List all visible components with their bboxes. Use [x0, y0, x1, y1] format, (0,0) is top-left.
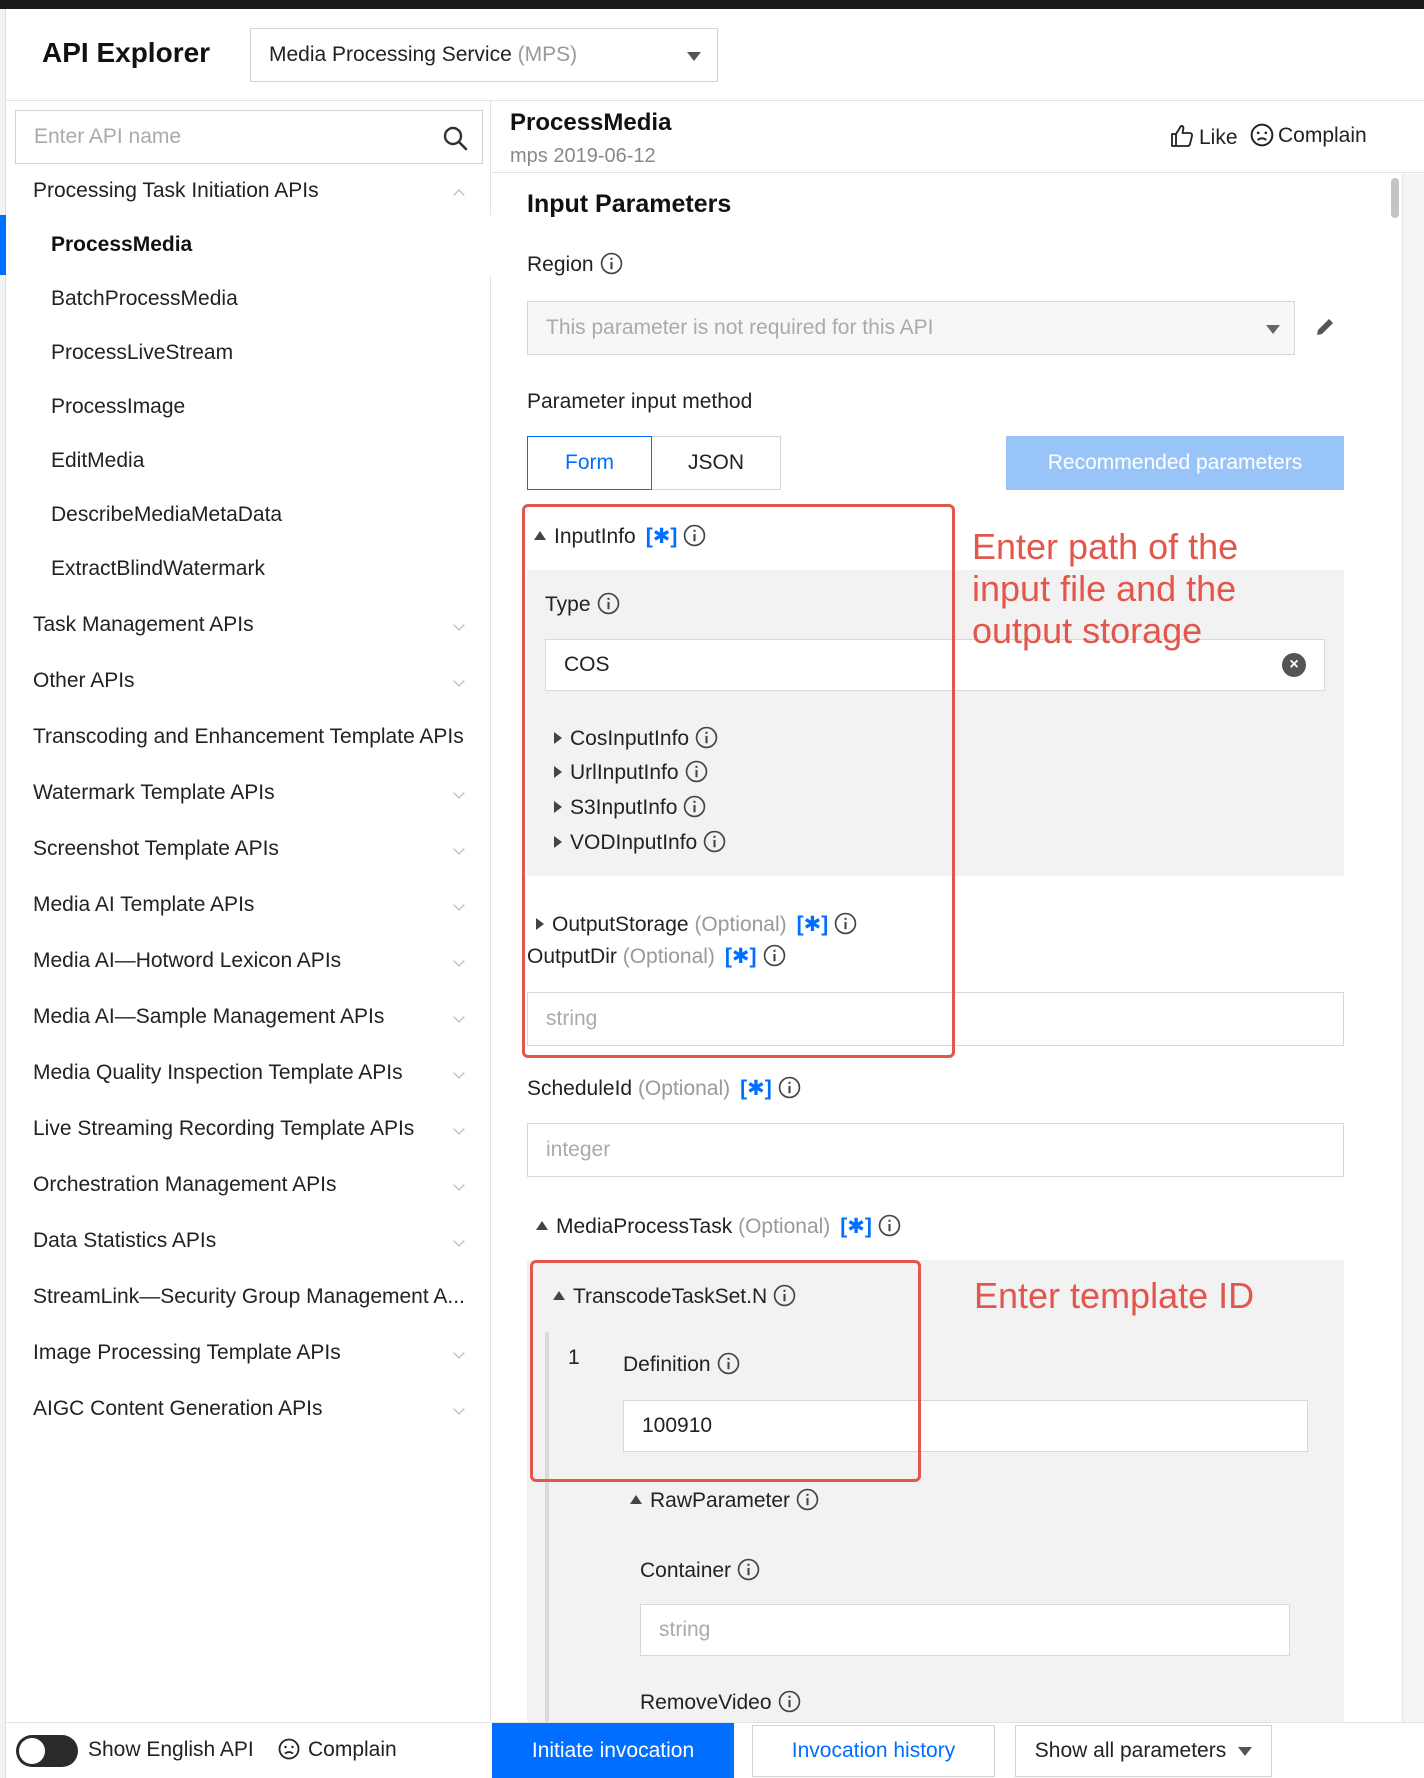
- mediaprocesstask-header[interactable]: [536, 1214, 901, 1239]
- sidebar-item-label: DescribeMediaMetaData: [51, 503, 283, 526]
- nav-group-task-management[interactable]: [6, 595, 491, 655]
- collapse-triangle-icon: [630, 1495, 642, 1504]
- toggle-label: Show English API: [88, 1738, 254, 1761]
- nav-group-orchestration[interactable]: [6, 1155, 491, 1215]
- rawparameter-header[interactable]: [630, 1488, 819, 1513]
- chevron-down-icon: [453, 955, 464, 966]
- required-marker[interactable]: [✱]: [724, 945, 757, 968]
- nav-group-transcoding-template[interactable]: [6, 707, 491, 767]
- nav-group-label: Media Quality Inspection Template APIs: [33, 1061, 403, 1084]
- action-bar: [492, 1722, 1424, 1778]
- nav-group-label: Media AI—Sample Management APIs: [33, 1005, 385, 1028]
- sidebar-item-describemediametadata[interactable]: [6, 485, 491, 545]
- sidebar-item-label: ExtractBlindWatermark: [51, 557, 265, 580]
- region-label-text: Region: [527, 253, 594, 276]
- nav-group-processing-task-initiation[interactable]: [6, 161, 491, 221]
- info-icon[interactable]: [796, 1488, 819, 1511]
- caret-down-icon: [1238, 1747, 1252, 1756]
- nav-group-screenshot-template[interactable]: [6, 819, 491, 879]
- chevron-down-icon: [453, 1011, 464, 1022]
- item-index: 1: [568, 1346, 580, 1369]
- info-icon[interactable]: [600, 252, 623, 275]
- right-gutter: [1402, 174, 1424, 1722]
- recommended-parameters-button[interactable]: Recommended parameters: [1006, 436, 1344, 490]
- annotation-box-input: [522, 504, 955, 1058]
- nav-group-sample-management[interactable]: [6, 987, 491, 1047]
- sidebar-item-editmedia[interactable]: [6, 431, 491, 491]
- annotation-input-path: Enter path of the input file and the output storage: [972, 526, 1239, 651]
- nav-group-label: Transcoding and Enhancement Template APIs: [33, 725, 464, 748]
- nav-group-streamlink-security[interactable]: [6, 1267, 491, 1327]
- section-title: Input Parameters: [527, 190, 732, 218]
- required-marker[interactable]: [✱]: [840, 1215, 872, 1238]
- tab-form[interactable]: Form: [527, 436, 652, 490]
- removevideo-label: [640, 1690, 801, 1715]
- chevron-down-icon: [453, 1067, 464, 1078]
- nav-group-aigc[interactable]: [6, 1379, 491, 1439]
- sidebar-item-extractblindwatermark[interactable]: [6, 539, 491, 599]
- nav-group-live-recording[interactable]: [6, 1099, 491, 1159]
- chevron-down-icon: [453, 619, 464, 630]
- info-icon[interactable]: [778, 1690, 801, 1713]
- app-title: API Explorer: [42, 37, 211, 68]
- chevron-down-icon: [453, 1403, 464, 1414]
- container-label-text: Container: [640, 1559, 732, 1582]
- region-select[interactable]: [527, 301, 1295, 355]
- top-border: [0, 0, 1424, 9]
- search-icon[interactable]: [442, 125, 468, 151]
- mediaprocesstask-label: MediaProcessTask: [556, 1215, 733, 1238]
- nav-group-quality-inspection[interactable]: [6, 1043, 491, 1103]
- nav-group-watermark-template[interactable]: [6, 763, 491, 823]
- chevron-down-icon: [453, 1179, 464, 1190]
- info-icon[interactable]: [878, 1214, 901, 1237]
- type-label-text: Type: [545, 593, 591, 616]
- s3inputinfo-label: S3InputInfo: [570, 796, 678, 819]
- clear-icon[interactable]: ×: [1282, 653, 1306, 677]
- nav-group-other[interactable]: [6, 651, 491, 711]
- input-method-label: Parameter input method: [527, 390, 753, 413]
- api-header: [492, 101, 1424, 173]
- nav-group-label: Watermark Template APIs: [33, 781, 275, 804]
- chevron-up-icon: [453, 189, 464, 200]
- vodinputinfo-label: VODInputInfo: [570, 831, 698, 854]
- chevron-down-icon: [453, 1235, 464, 1246]
- annotation-box-template: [530, 1260, 921, 1482]
- container-label: [640, 1558, 760, 1583]
- nav-group-label: StreamLink—Security Group Management A...: [33, 1285, 465, 1308]
- nav-group-hotword-lexicon[interactable]: [6, 931, 491, 991]
- sidebar-item-label: EditMedia: [51, 449, 145, 472]
- chevron-down-icon: [453, 843, 464, 854]
- region-label: [527, 252, 623, 277]
- sidebar-item-label: ProcessMedia: [51, 233, 193, 256]
- caret-down-icon: [687, 52, 701, 61]
- definition-label-text: Definition: [623, 1353, 711, 1376]
- like-button[interactable]: [1169, 123, 1238, 150]
- service-name: Media Processing Service: [269, 43, 512, 66]
- collapse-triangle-icon: [536, 1221, 548, 1230]
- nav-group-label: Media AI—Hotword Lexicon APIs: [33, 949, 342, 972]
- region-placeholder: This parameter is not required for this API: [546, 316, 934, 339]
- nav-group-image-processing-template[interactable]: [6, 1323, 491, 1383]
- footer-complain-link[interactable]: Complain: [308, 1738, 397, 1761]
- nav-group-label: AIGC Content Generation APIs: [33, 1397, 323, 1420]
- service-select[interactable]: [250, 28, 718, 82]
- nav-group-media-ai-template[interactable]: [6, 875, 491, 935]
- scrollbar[interactable]: [1389, 174, 1401, 1722]
- optional-tag: (Optional): [738, 1215, 831, 1238]
- sad-face-icon: [1250, 123, 1274, 147]
- outputstorage-label: OutputStorage: [552, 913, 689, 936]
- show-params-label: Show all parameters: [1034, 1739, 1227, 1762]
- nav-group-label: Screenshot Template APIs: [33, 837, 279, 860]
- sidebar: [6, 101, 491, 1721]
- urlinputinfo-label: UrlInputInfo: [570, 761, 679, 784]
- toggle-knob: [19, 1738, 45, 1764]
- outputdir-placeholder: string: [546, 1007, 598, 1030]
- scheduleid-placeholder: integer: [546, 1138, 611, 1161]
- nav-group-data-statistics[interactable]: [6, 1211, 491, 1271]
- annotation-template-id: Enter template ID: [974, 1275, 1255, 1316]
- scheduleid-label: [527, 1076, 801, 1101]
- sidebar-item-label: ProcessLiveStream: [51, 341, 234, 364]
- api-search[interactable]: [15, 110, 483, 164]
- active-indicator: [0, 215, 6, 275]
- english-api-toggle[interactable]: [16, 1735, 78, 1767]
- chevron-down-icon: [453, 787, 464, 798]
- chevron-down-icon: [453, 1347, 464, 1358]
- like-label: Like: [1199, 126, 1238, 149]
- app-header: [6, 9, 1424, 101]
- rawparameter-label: RawParameter: [650, 1489, 791, 1512]
- sidebar-item-label: BatchProcessMedia: [51, 287, 238, 310]
- sidebar-footer: [6, 1722, 491, 1778]
- api-name: ProcessMedia: [510, 109, 672, 136]
- chevron-down-icon: [453, 675, 464, 686]
- nav-group-label: Data Statistics APIs: [33, 1229, 217, 1252]
- definition-value: 100910: [642, 1414, 713, 1437]
- complain-button[interactable]: [1250, 123, 1367, 148]
- cosinputinfo-label: CosInputInfo: [570, 727, 690, 750]
- required-marker[interactable]: [✱]: [740, 1077, 772, 1100]
- transcodetaskset-label: TranscodeTaskSet.N: [573, 1285, 768, 1308]
- main-content: [492, 174, 1392, 1722]
- api-version: mps 2019-06-12: [510, 145, 656, 167]
- nav-group-label: Media AI Template APIs: [33, 893, 255, 916]
- scrollbar-thumb[interactable]: [1391, 178, 1399, 218]
- nav-group-label: Orchestration Management APIs: [33, 1173, 337, 1196]
- required-marker[interactable]: [✱]: [796, 913, 829, 936]
- sidebar-item-processlivestream[interactable]: [6, 323, 491, 383]
- required-marker[interactable]: [✱]: [645, 525, 678, 548]
- outputdir-label-text: OutputDir: [527, 945, 617, 968]
- chevron-down-icon: [453, 1123, 464, 1134]
- nav-group-label: Image Processing Template APIs: [33, 1341, 341, 1364]
- chevron-down-icon: [453, 899, 464, 910]
- optional-tag: (Optional): [637, 1077, 731, 1100]
- sidebar-item-label: ProcessImage: [51, 395, 186, 418]
- info-icon[interactable]: [778, 1076, 801, 1099]
- initiate-invocation-button[interactable]: Initiate invocation: [492, 1723, 734, 1778]
- service-abbr: (MPS): [517, 43, 578, 66]
- scheduleid-input[interactable]: [527, 1123, 1344, 1177]
- optional-tag: (Optional): [622, 945, 715, 968]
- complain-label: Complain: [1278, 124, 1367, 147]
- thumbs-up-icon: [1169, 123, 1195, 149]
- scheduleid-label-text: ScheduleId: [527, 1077, 633, 1100]
- container-input[interactable]: [640, 1604, 1290, 1656]
- type-value: COS: [564, 653, 610, 676]
- invocation-history-button[interactable]: Invocation history: [752, 1725, 995, 1777]
- sidebar-item-processimage[interactable]: [6, 377, 491, 437]
- container-placeholder: string: [659, 1618, 711, 1641]
- search-input[interactable]: [16, 111, 416, 163]
- inputinfo-label: InputInfo: [554, 525, 636, 548]
- pencil-icon[interactable]: [1312, 314, 1338, 340]
- caret-down-icon: [1266, 325, 1280, 334]
- nav-group-label: Other APIs: [33, 669, 135, 692]
- sidebar-item-processmedia[interactable]: [6, 215, 491, 275]
- info-icon[interactable]: [737, 1558, 760, 1581]
- removevideo-label-text: RemoveVideo: [640, 1691, 772, 1714]
- sad-face-icon[interactable]: [278, 1738, 300, 1760]
- nav-group-label: Processing Task Initiation APIs: [33, 179, 319, 202]
- tab-json[interactable]: JSON: [651, 436, 781, 490]
- nav-group-label: Task Management APIs: [33, 613, 254, 636]
- show-all-parameters-select[interactable]: [1015, 1725, 1272, 1777]
- optional-tag: (Optional): [694, 913, 787, 936]
- sidebar-item-batchprocessmedia[interactable]: [6, 269, 491, 329]
- nav-group-label: Live Streaming Recording Template APIs: [33, 1117, 415, 1140]
